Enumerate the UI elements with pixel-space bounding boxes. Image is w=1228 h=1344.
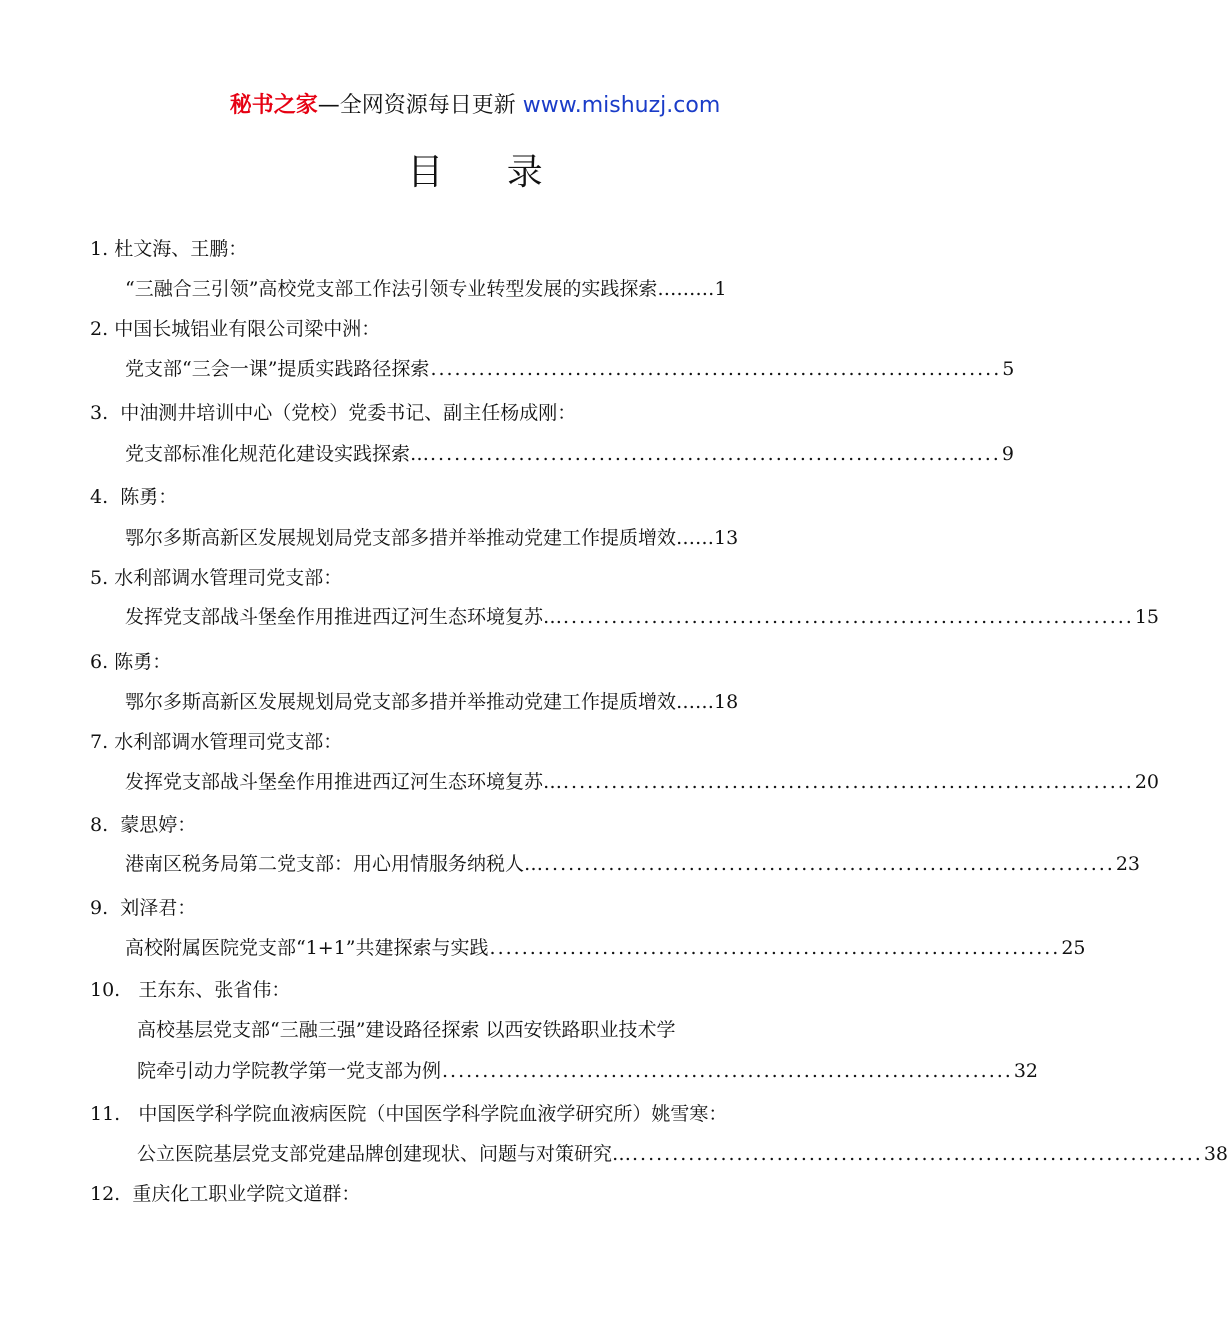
toc-number: 11. xyxy=(90,1103,121,1125)
toc-entry-1[interactable] xyxy=(125,276,727,302)
toc-author: 中油测井培训中心（党校）党委书记、副主任杨成刚： xyxy=(120,402,577,424)
toc-author-10 xyxy=(90,977,290,1003)
toc-page-number: 25 xyxy=(1061,937,1086,959)
toc-leader-dots: ....................................................................... xyxy=(563,771,1134,793)
toc-leader-dots: ....................................................................... xyxy=(430,443,1001,465)
toc-entry-8[interactable] xyxy=(125,851,1141,877)
toc-leader-dots: ....................................................................... xyxy=(442,1060,1013,1082)
toc-author: 杜文海、王鹏： xyxy=(114,238,248,260)
page-title: 目 录 xyxy=(407,152,569,193)
toc-entry-6[interactable] xyxy=(125,689,738,715)
toc-page-number: 18 xyxy=(714,691,739,713)
toc-page-number: 1 xyxy=(714,278,727,300)
toc-entry-title: 公立医院基层党支部党建品牌创建现状、问题与对策研究… xyxy=(137,1143,632,1165)
toc-page-number: 9 xyxy=(1001,443,1014,465)
toc-number: 12. xyxy=(90,1183,121,1205)
toc-author-7 xyxy=(90,729,342,755)
toc-entry-title: 党支部标准化规范化建设实践探索… xyxy=(125,443,430,465)
toc-entry-title: “三融合三引领”高校党支部工作法引领专业转型发展的实践探索……… xyxy=(125,278,715,300)
toc-number: 3. xyxy=(90,402,109,424)
toc-author: 陈勇： xyxy=(120,486,178,508)
toc-author-5 xyxy=(90,565,342,591)
toc-author: 重庆化工职业学院文道群： xyxy=(132,1183,361,1205)
toc-number: 5. xyxy=(90,567,109,589)
toc-entry-title: 发挥党支部战斗堡垒作用推进西辽河生态环境复苏… xyxy=(125,606,563,628)
toc-entry-title: 鄂尔多斯高新区发展规划局党支部多措并举推动党建工作提质增效…… xyxy=(125,691,715,713)
toc-author-8 xyxy=(90,812,196,838)
toc-entry-title: 院牵引动力学院教学第一党支部为例 xyxy=(137,1060,442,1082)
toc-author: 水利部调水管理司党支部： xyxy=(114,567,343,589)
toc-page-number: 15 xyxy=(1134,606,1160,628)
toc-author: 水利部调水管理司党支部： xyxy=(114,731,343,753)
toc-leader-dots: ....................................................................... xyxy=(563,606,1134,628)
toc-leader-dots: ....................................................................... xyxy=(544,853,1115,875)
toc-author: 陈勇： xyxy=(114,651,172,673)
toc-entry-title: 发挥党支部战斗堡垒作用推进西辽河生态环境复苏… xyxy=(125,771,563,793)
toc-author-4 xyxy=(90,484,177,510)
toc-entry-10-line1[interactable] xyxy=(137,1017,675,1043)
toc-author-9 xyxy=(90,895,196,921)
toc-page-number: 38 xyxy=(1203,1143,1228,1165)
toc-page-number: 5 xyxy=(1002,358,1015,380)
toc-author-2 xyxy=(90,316,380,342)
toc-author: 蒙思婷： xyxy=(120,814,197,836)
toc-entry-title: 高校基层党支部“三融三强”建设路径探索 以西安铁路职业技术学 xyxy=(137,1019,676,1041)
toc-entry-10-line2[interactable] xyxy=(137,1058,1039,1084)
toc-entry-title: 党支部“三会一课”提质实践路径探索 xyxy=(125,358,430,380)
toc-author-3 xyxy=(90,400,576,426)
banner-url[interactable]: www.mishuzj.com xyxy=(522,93,721,118)
toc-page-number: 13 xyxy=(714,527,739,549)
toc-page-number: 23 xyxy=(1115,853,1141,875)
toc-author-11 xyxy=(90,1101,727,1127)
toc-number: 4. xyxy=(90,486,109,508)
toc-number: 2. xyxy=(90,318,109,340)
banner-tagline: —全网资源每日更新 xyxy=(317,93,523,118)
toc-leader-dots: ....................................................................... xyxy=(430,358,1002,380)
toc-author: 中国医学科学院血液病医院（中国医学科学院血液学研究所）姚雪寒： xyxy=(138,1103,728,1125)
toc-number: 8. xyxy=(90,814,109,836)
toc-leader-dots: ....................................................................... xyxy=(632,1143,1203,1165)
toc-author: 中国长城铝业有限公司梁中洲： xyxy=(114,318,381,340)
toc-number: 1. xyxy=(90,238,109,260)
toc-entry-title: 鄂尔多斯高新区发展规划局党支部多措并举推动党建工作提质增效…… xyxy=(125,527,715,549)
toc-leader-dots: ....................................................................... xyxy=(489,937,1061,959)
toc-entry-5[interactable] xyxy=(125,604,1160,630)
toc-entry-title: 高校附属医院党支部“1+1”共建探索与实践 xyxy=(125,937,489,959)
toc-author-1 xyxy=(90,236,247,262)
toc-number: 10. xyxy=(90,979,121,1001)
toc-author-6 xyxy=(90,649,171,675)
toc-page-number: 20 xyxy=(1134,771,1160,793)
toc-entry-11[interactable] xyxy=(137,1141,1228,1167)
toc-page-number: 32 xyxy=(1013,1060,1039,1082)
toc-entry-3[interactable] xyxy=(125,441,1014,467)
toc-entry-2[interactable] xyxy=(125,356,1015,382)
toc-number: 6. xyxy=(90,651,109,673)
toc-entry-9[interactable] xyxy=(125,935,1086,961)
toc-author: 刘泽君： xyxy=(120,897,197,919)
toc-number: 9. xyxy=(90,897,109,919)
toc-author-12 xyxy=(90,1181,360,1207)
toc-entry-7[interactable] xyxy=(125,769,1160,795)
toc-entry-title: 港南区税务局第二党支部：用心用情服务纳税人… xyxy=(125,853,544,875)
toc-entry-4[interactable] xyxy=(125,525,738,551)
toc-author: 王东东、张省伟： xyxy=(138,979,291,1001)
toc-number: 7. xyxy=(90,731,109,753)
banner-brand: 秘书之家 xyxy=(229,93,318,118)
site-banner xyxy=(0,88,950,119)
